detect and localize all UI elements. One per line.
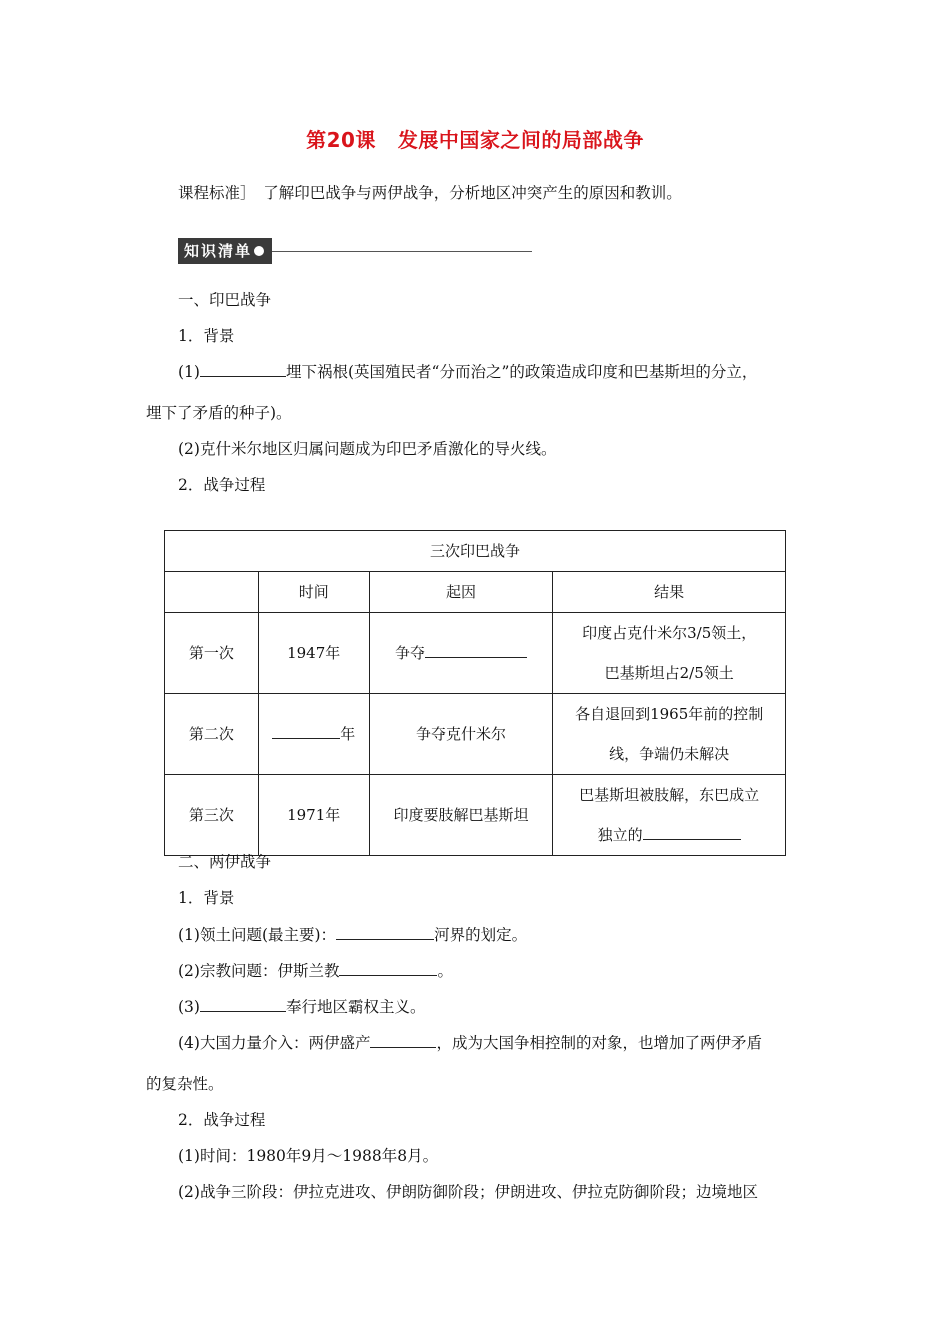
table-caption: 三次印巴战争 [165,531,786,572]
part1-item1-cont: 埋下了矛盾的种子)。 [146,404,292,422]
result-prefix: 独立的 [597,826,643,844]
fill-blank[interactable] [425,643,527,658]
section-divider [272,251,532,252]
war-result [553,775,786,856]
table-header-empty [165,572,259,613]
table-header: 时间 [258,572,369,613]
result-line: 印度占克什米尔3/5领土， [582,624,757,642]
part2-item2 [178,959,453,981]
table-row [165,694,786,775]
result-line: 巴基斯坦被肢解，东巴成立 [579,786,760,804]
war-result [553,613,786,694]
war-cause [369,613,553,694]
item-text: 河界的划定。 [434,926,528,944]
item-prefix: (1) [178,363,200,381]
part1-item2: (2)克什米尔地区归属问题成为印巴矛盾激化的导火线。 [178,440,557,458]
item-text: 奉行地区霸权主义。 [285,998,426,1016]
fill-blank[interactable] [370,1033,436,1048]
war-time [258,694,369,775]
war-name: 第一次 [165,613,259,694]
result-line: 线，争端仍未解决 [609,745,730,763]
item-prefix: (4)大国力量介入：两伊盛产 [178,1034,371,1052]
item-prefix: (2)宗教问题：伊斯兰教 [178,962,340,980]
part2-item1 [178,923,527,945]
table-header-row [165,572,786,613]
curriculum-standard: 课程标准］ 了解印巴战争与两伊战争，分析地区冲突产生的原因和教训。 [178,184,682,202]
fill-blank[interactable] [339,961,437,976]
lesson-name: 发展中国家之间的局部战争 [397,128,644,152]
section-header [178,238,532,264]
item-text: 。 [437,962,453,980]
item-prefix: (3) [178,998,200,1016]
table-row [165,613,786,694]
table-header: 结果 [553,572,786,613]
part1-process-heading: 2．战争过程 [178,476,266,494]
war-time: 1971年 [258,775,369,856]
part2-item4-cont: 的复杂性。 [146,1075,224,1093]
cause-text: 争夺 [394,644,425,662]
part1-item1 [178,360,757,382]
part2-bg-heading: 1．背景 [178,889,235,907]
war-cause: 争夺克什米尔 [369,694,553,775]
part1-bg-heading: 1．背景 [178,327,235,345]
fill-blank[interactable] [200,997,286,1012]
table-caption-row [165,531,786,572]
item-text: ，成为大国争相控制的对象，也增加了两伊矛盾 [436,1034,762,1052]
war-time: 1947年 [258,613,369,694]
result-line [553,815,785,855]
war-result [553,694,786,775]
result-line: 巴基斯坦占2/5领土 [604,664,734,682]
war-name: 第三次 [165,775,259,856]
lesson-number: 第20课 [306,128,376,152]
war-name: 第二次 [165,694,259,775]
result-line: 各自退回到1965年前的控制 [575,705,764,723]
part2-heading: 二、两伊战争 [178,853,272,871]
wars-table [164,530,786,856]
part2-process-heading: 2．战争过程 [178,1111,266,1129]
section-label [178,238,272,264]
table-row [165,775,786,856]
fill-blank[interactable] [200,362,286,377]
section-label-text: 知识清单 [184,242,253,260]
war-cause: 印度要肢解巴基斯坦 [369,775,553,856]
bullet-icon [254,246,264,256]
fill-blank[interactable] [336,925,434,940]
page-title [0,124,950,153]
part2-process2: (2)战争三阶段：伊拉克进攻、伊朗防御阶段；伊朗进攻、伊拉克防御阶段；边境地区 [178,1183,758,1201]
item-text: 埋下祸根(英国殖民者“分而治之”的政策造成印度和巴基斯坦的分立， [285,363,758,381]
item-prefix: (1)领土问题(最主要)： [178,926,337,944]
fill-blank[interactable] [643,825,741,840]
part2-item4 [178,1031,762,1053]
fill-blank[interactable] [272,724,340,739]
part2-item3 [178,995,425,1017]
part1-heading: 一、印巴战争 [178,291,272,309]
part2-process1: (1)时间：1980年9月～1988年8月。 [178,1147,439,1165]
time-suffix: 年 [340,725,356,743]
table-header: 起因 [369,572,553,613]
